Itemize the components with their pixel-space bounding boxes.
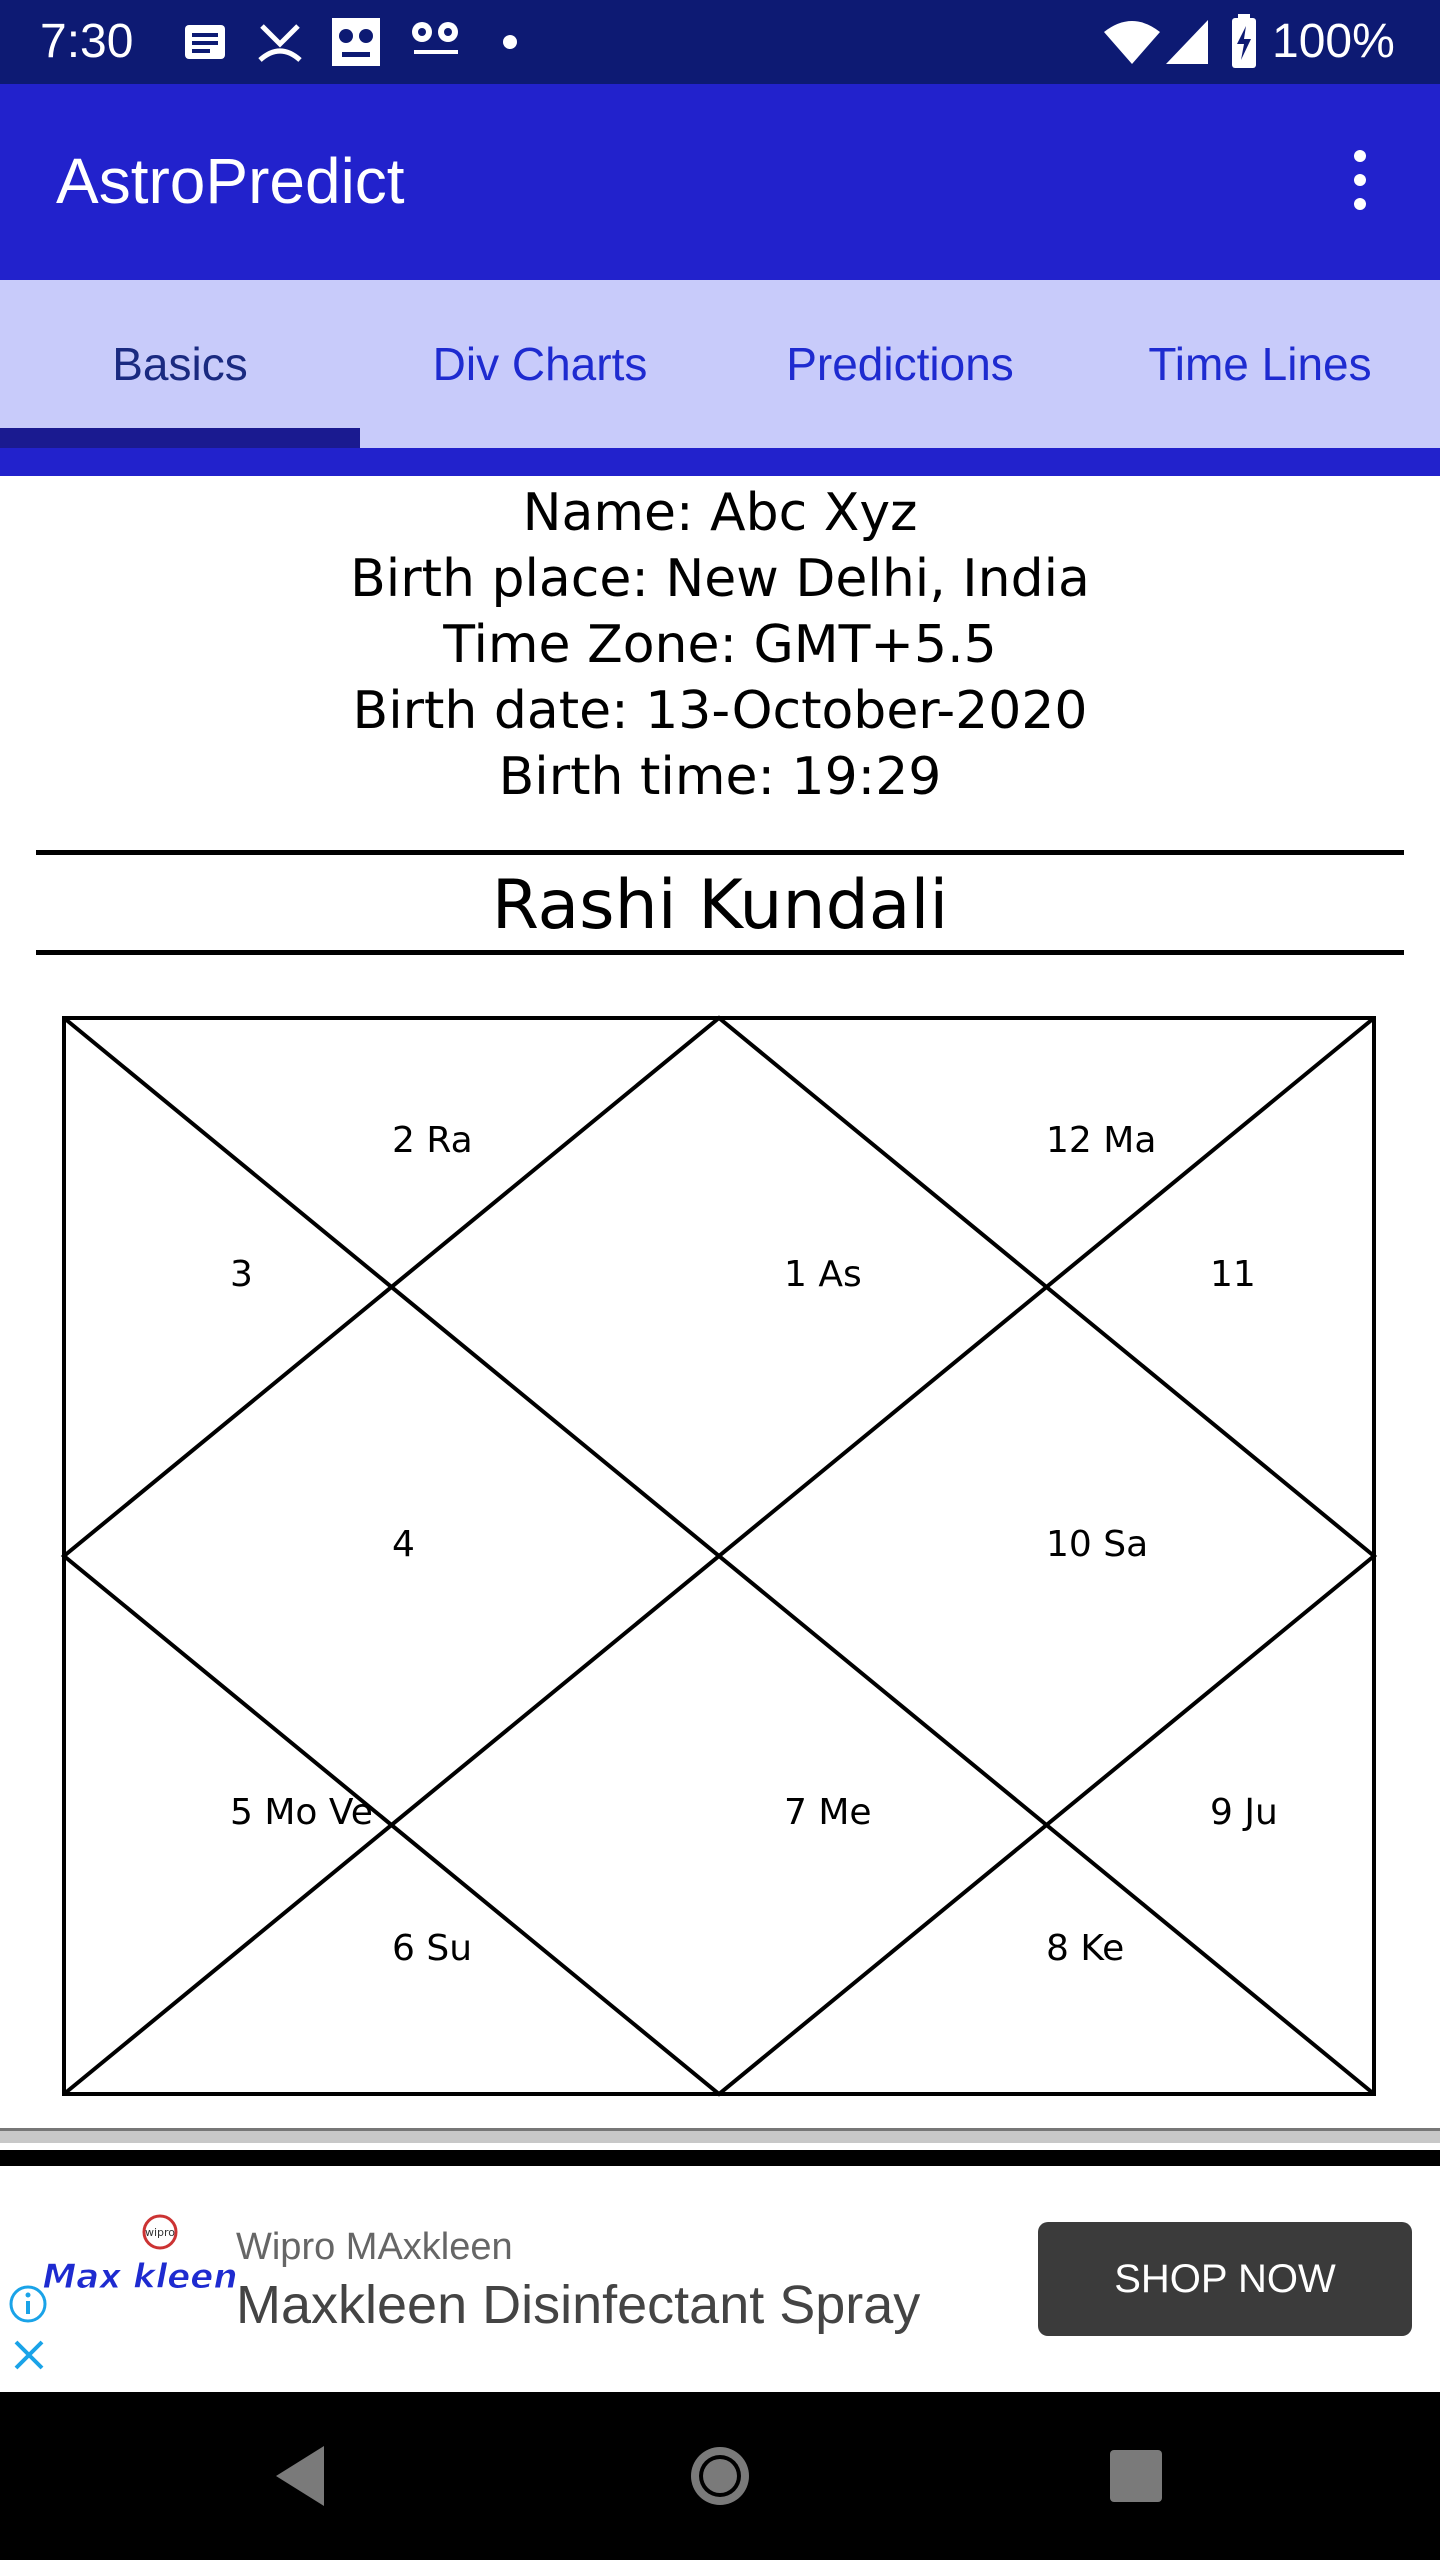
battery-percentage: 100%	[1272, 15, 1395, 68]
navigation-bar	[0, 2392, 1440, 2560]
divider	[36, 950, 1404, 955]
profile-birth-time: Birth time: 19:29	[498, 747, 942, 807]
house-9: 9 Ju	[1210, 1792, 1278, 1833]
wifi-icon	[1102, 18, 1162, 66]
house-3: 3	[230, 1254, 253, 1295]
divider	[36, 850, 1404, 855]
ad-brand: Wipro MAxkleen	[236, 2226, 513, 2268]
house-5: 5 Mo Ve	[230, 1792, 373, 1833]
house-6: 6 Su	[392, 1928, 473, 1969]
missed-call-icon	[256, 20, 304, 66]
rashi-kundali-chart	[62, 1016, 1382, 2100]
status-bar	[0, 0, 1440, 84]
more-vert-icon[interactable]	[1340, 144, 1380, 224]
ad-close-icon[interactable]	[12, 2338, 46, 2372]
app-dots-icon	[408, 18, 464, 64]
ad-info-icon[interactable]	[8, 2284, 48, 2324]
house-12: 12 Ma	[1046, 1120, 1157, 1161]
house-2: 2 Ra	[392, 1120, 473, 1161]
status-time: 7:30	[40, 15, 134, 68]
profile-info	[0, 480, 1440, 810]
tab-div-charts[interactable]: Div Charts	[432, 338, 648, 390]
maxkleen-logo	[42, 2214, 238, 2334]
profile-birth-place: Birth place: New Delhi, India	[350, 549, 1090, 609]
house-7: 7 Me	[784, 1792, 872, 1833]
house-11: 11	[1210, 1254, 1256, 1295]
notification-dot-icon	[502, 34, 518, 50]
content-divider	[0, 2128, 1440, 2143]
tab-indicator	[0, 428, 360, 448]
recents-icon[interactable]	[1108, 2448, 1164, 2504]
house-8: 8 Ke	[1046, 1928, 1125, 1969]
house-1: 1 As	[784, 1254, 862, 1295]
tab-time-lines[interactable]: Time Lines	[1148, 338, 1372, 390]
tab-predictions[interactable]: Predictions	[786, 338, 1014, 390]
tab-bar	[0, 280, 1440, 448]
ad-divider	[0, 2150, 1440, 2166]
news-icon	[182, 22, 228, 62]
app-bar	[0, 84, 1440, 280]
app-title: AstroPredict	[56, 145, 405, 217]
house-4: 4	[392, 1524, 415, 1565]
shop-now-button[interactable]: SHOP NOW	[1038, 2222, 1412, 2336]
signal-icon	[1164, 18, 1210, 66]
home-icon[interactable]	[688, 2444, 752, 2508]
profile-birth-date: Birth date: 13-October-2020	[352, 681, 1088, 741]
battery-charging-icon	[1228, 12, 1260, 70]
app-face-icon	[330, 16, 382, 68]
svg-text:Max kleen: Max kleen	[42, 2257, 238, 2297]
back-icon[interactable]	[272, 2444, 328, 2508]
ad-headline: Maxkleen Disinfectant Spray	[236, 2275, 921, 2335]
profile-name: Name: Abc Xyz	[522, 483, 918, 543]
tab-basics[interactable]: Basics	[112, 338, 248, 390]
house-10: 10 Sa	[1046, 1524, 1149, 1565]
profile-time-zone: Time Zone: GMT+5.5	[443, 615, 997, 675]
ad-banner[interactable]	[0, 2166, 1440, 2392]
svg-text:wipro: wipro	[144, 2226, 176, 2239]
chart-title: Rashi Kundali	[491, 866, 949, 945]
tab-underbar	[0, 448, 1440, 476]
